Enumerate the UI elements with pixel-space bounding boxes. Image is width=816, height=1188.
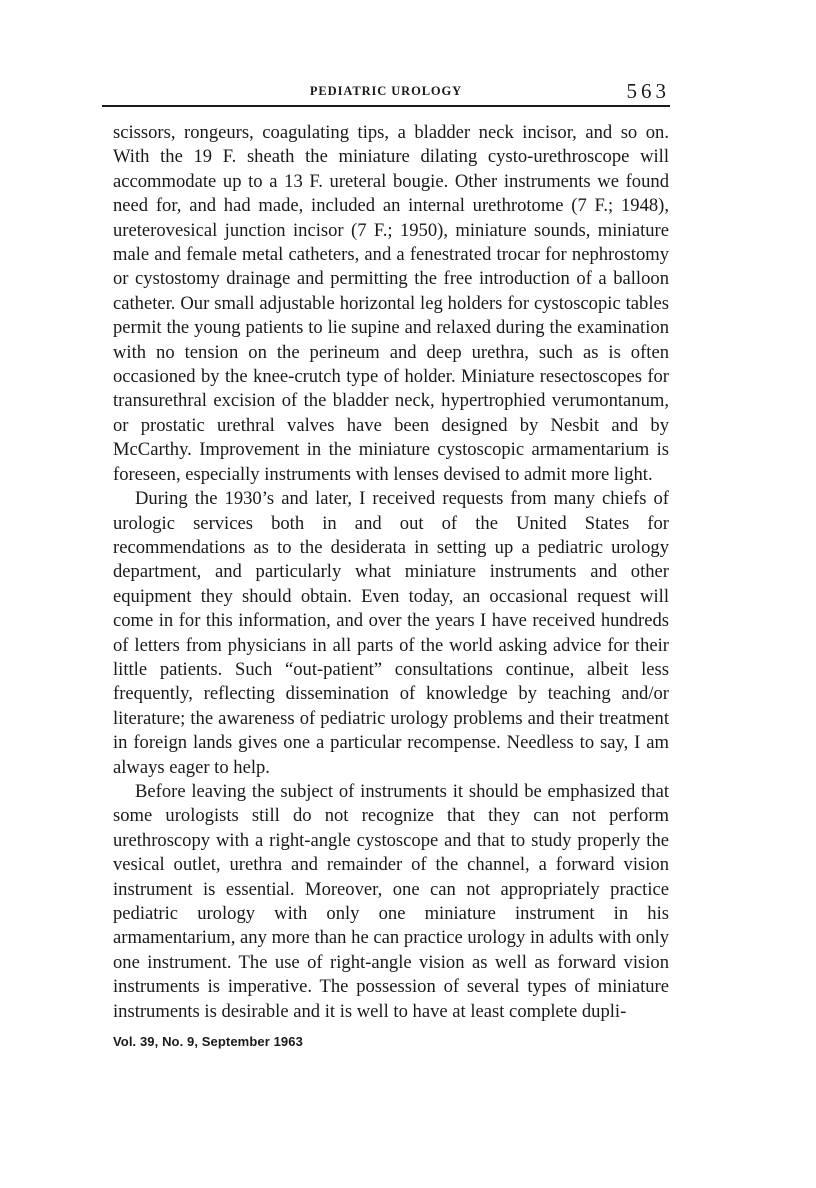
article-body (113, 121, 669, 1024)
running-title: PEDIATRIC UROLOGY (309, 84, 463, 98)
page-number: 563 (626, 79, 670, 103)
header-rule (102, 105, 670, 107)
paragraph-vision-instruments: Before leaving the subject of instruments it should be emphasized that some urologists still do not recognize that they can not perform urethroscopy with a right-angle cystoscope and that to study properly the vesical outlet, urethra and remainder of the channel, a forward vision instrument is essential. Moreover, one can not appropriately practice pediatric urology with only one miniature instrument in his armamentarium, any more than he can practice urology in adults with only one instrument. The use of right-angle vision as well as forward vision instruments is imperative. The possession of several types of miniature instruments is desirable and it is well to have at least complete dupli- (113, 780, 669, 1022)
paragraph-requests: During the 1930’s and later, I received requests from many chiefs of urologic services both in and out of the United States for recommendations as to the desiderata in setting up a pediatric urology department, and particularly what miniature instruments and other equipment they should obtain. Even today, an occasional request will come in for this information, and over the years I have received hundreds of letters from physicians in all parts of the world asking advice for their little patients. Such “out-patient” consultations continue, albeit less frequently, reflecting dissemination of knowledge by teaching and/or literature; the awareness of pediatric urology problems and their treatment in foreign lands gives one a particular recompense. Needless to say, I am always eager to help. (113, 488, 669, 778)
paragraph-instruments: scissors, rongeurs, coagulating tips, a bladder neck incisor, and so on. With the 19 F. sheath the miniature dilating cysto-urethroscope will accommodate up to a 13 F. ureteral bougie. Other instruments we found need for, and had made, included an internal urethrotome (7 F.; 1948), ureterovesical junction incisor (7 F.; 1950), miniature sounds, miniature male and female metal catheters, and a fenestrated trocar for nephrostomy or cystostomy drainage and permitting the free introduction of a balloon catheter. Our small adjustable horizontal leg holders for cystoscopic tables permit the young patients to lie supine and relaxed during the examination with no tension on the perineum and deep urethra, such as is often occasioned by the knee-crutch type of holder. Miniature resectoscopes for transurethral excision of the bladder neck, hypertrophied verumontanum, or prostatic urethral valves have been designed by Nesbit and by McCarthy. Improvement in the miniature cystoscopic armamentarium is foreseen, especially instruments with lenses devised to admit more light. (113, 122, 669, 485)
journal-citation: Vol. 39, No. 9, September 1963 (113, 1034, 303, 1049)
running-head (102, 80, 670, 106)
